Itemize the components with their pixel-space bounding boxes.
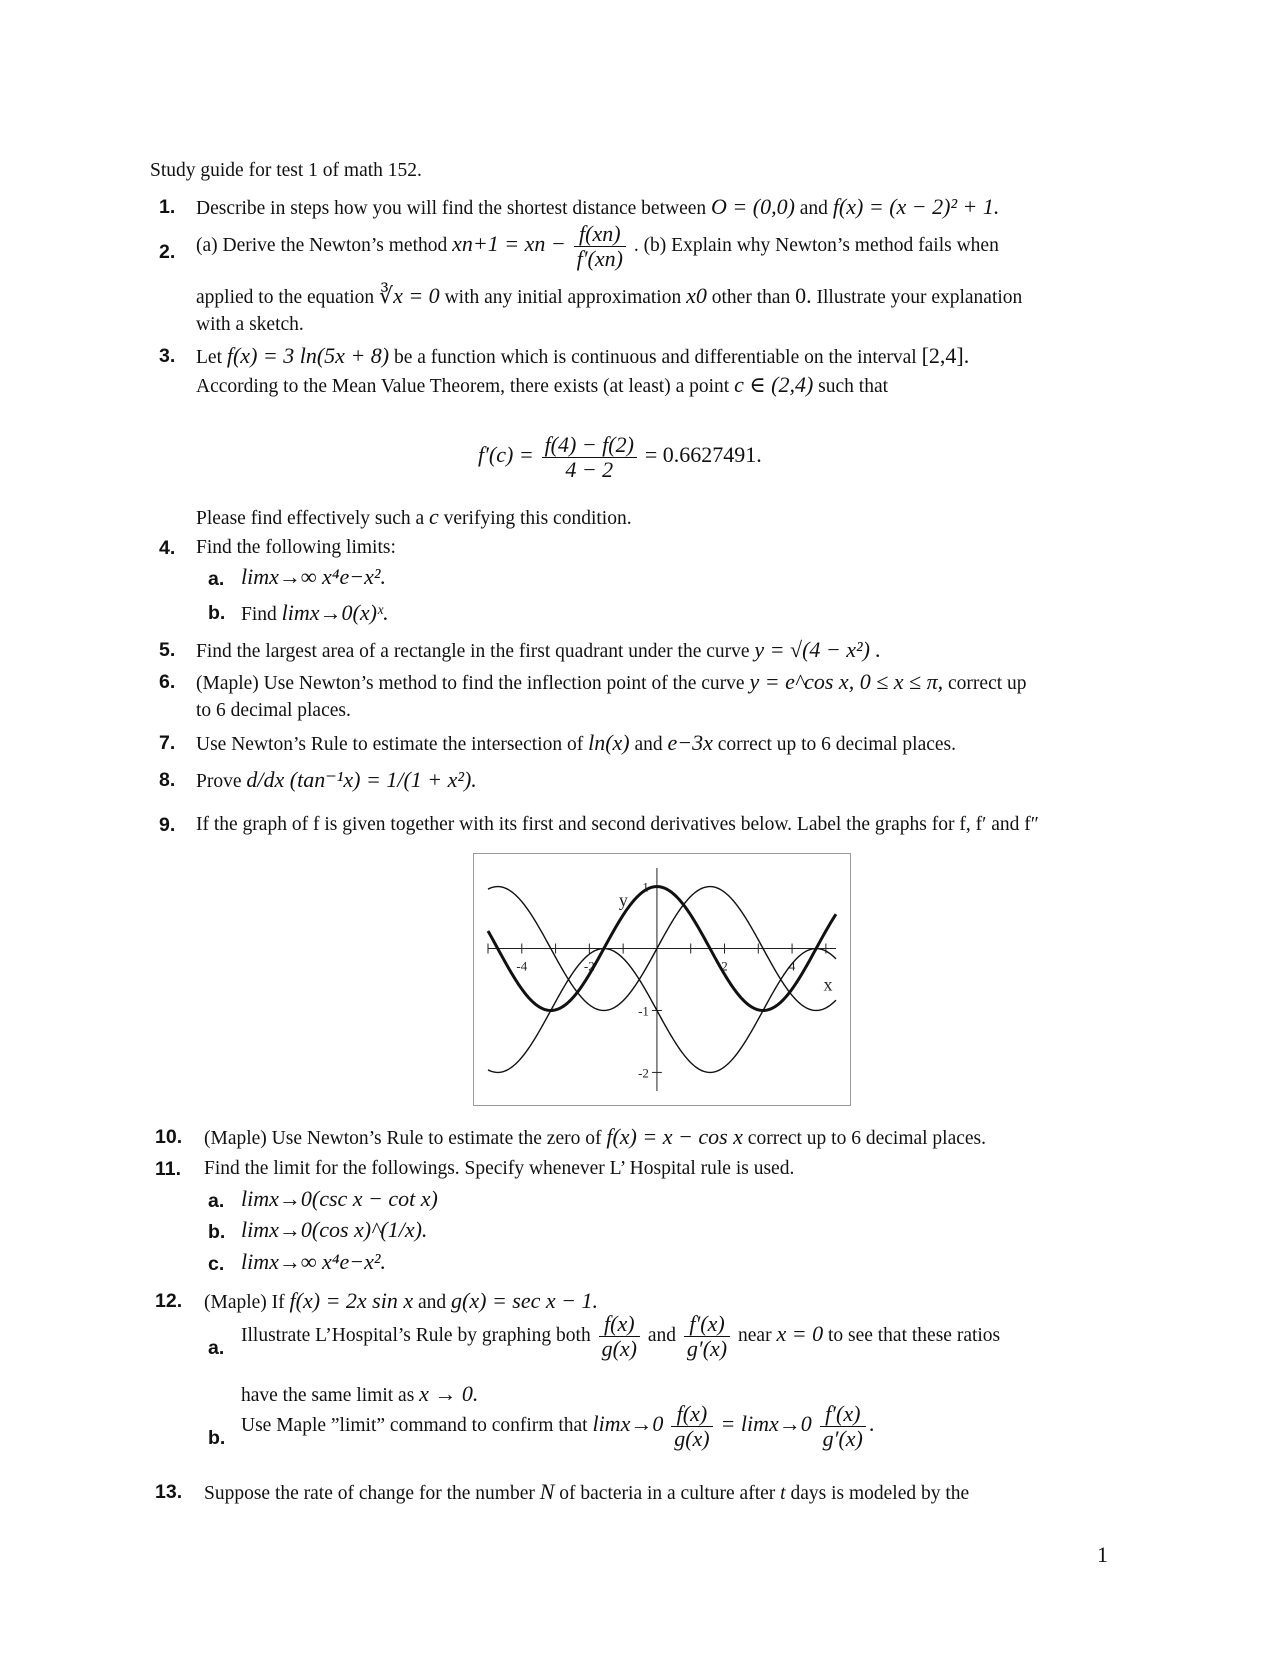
problem-11a-limit: limx→0(csc x − cot x) <box>241 1186 438 1211</box>
problem-11b-label: b. <box>208 1221 226 1243</box>
problem-3-line1 <box>196 344 969 370</box>
newton-frac-num: f(xn) <box>574 222 626 247</box>
x-tick-label: -4 <box>516 958 528 974</box>
problem-12a-text: Illustrate L’Hospital’s Rule by graphing both <box>241 1324 591 1346</box>
mvt-rhs: = 0.6627491. <box>644 441 762 467</box>
problem-3-line2b: such that <box>818 376 889 397</box>
problem-13-mid: of bacteria in a culture after <box>559 1483 776 1504</box>
problem-3-line3 <box>196 505 632 531</box>
problem-6-tail: correct up <box>948 673 1027 694</box>
problem-1-function: f(x) = (x − 2)² + 1. <box>832 194 1000 219</box>
problem-12b-label: b. <box>208 1427 226 1449</box>
problem-12a-label: a. <box>208 1337 225 1359</box>
x-tick-label: 2 <box>721 958 728 974</box>
graph-svg <box>474 854 850 1105</box>
y-tick-label: -1 <box>638 1003 649 1019</box>
problem-12b-frac1-num: f(x) <box>671 1402 712 1427</box>
problem-2-equation: ∛x = 0 <box>379 283 440 308</box>
problem-13-t: t <box>780 1483 786 1504</box>
problem-4b-label: b. <box>208 602 226 624</box>
problem-12b-frac1-den: g(x) <box>674 1426 710 1451</box>
x-tick-label: -2 <box>583 958 595 974</box>
problem-4-number: 4. <box>159 537 176 559</box>
page-number: 1 <box>1097 1542 1108 1567</box>
problem-4a-limit: limx→∞ x⁴e−x². <box>241 564 386 589</box>
problem-12a-frac1 <box>599 1312 640 1361</box>
problem-11-number: 11. <box>155 1158 182 1180</box>
problem-12-g: g(x) = sec x − 1. <box>451 1288 598 1313</box>
problem-8-number: 8. <box>159 769 176 791</box>
problem-11-text: Find the limit for the followings. Specify whenever L’ Hospital rule is used. <box>204 1158 795 1179</box>
mvt-lhs: f′(c) = <box>478 441 534 467</box>
problem-12-number: 12. <box>155 1290 183 1312</box>
y-tick-label: -2 <box>638 1065 649 1081</box>
problem-10-number: 10. <box>155 1126 183 1148</box>
problem-12-f: f(x) = 2x sin x <box>289 1288 414 1313</box>
problem-10-function: f(x) = x − cos x <box>606 1124 743 1149</box>
problem-3-let: Let <box>196 347 222 368</box>
problem-2-line1 <box>196 222 999 271</box>
problem-12b-frac1 <box>671 1402 712 1451</box>
newton-fraction <box>574 222 626 271</box>
x-tick-label: 4 <box>788 958 796 974</box>
mvt-frac-num: f(4) − f(2) <box>542 433 637 458</box>
problem-3-display-equation <box>478 433 762 482</box>
problem-2-part-a: (a) Derive the Newton’s method <box>196 234 448 256</box>
problem-1-origin: O = (0,0) <box>711 194 795 219</box>
problem-2-line3: with a sketch. <box>196 314 304 335</box>
newton-lhs: xn+1 = xn − <box>452 230 566 256</box>
problem-3-line2a: According to the Mean Value Theorem, there exists (at least) a point <box>196 376 730 397</box>
problem-10 <box>204 1125 986 1151</box>
problem-4-text: Find the following limits: <box>196 537 396 558</box>
problem-12a-tail: to see that these ratios <box>827 1324 1001 1346</box>
problem-13 <box>204 1480 969 1506</box>
problem-12b-eq: = limx→0 <box>720 1410 812 1436</box>
problem-2-line2c: other than <box>711 287 791 308</box>
problem-3-interval: [2,4]. <box>921 343 970 368</box>
problem-7 <box>196 731 956 757</box>
problem-2-line2 <box>196 284 1022 310</box>
problem-5-text: Find the largest area of a rectangle in the first quadrant under the curve <box>196 641 750 662</box>
problem-2-line2b: with any initial approximation <box>444 287 682 308</box>
problem-8-text: Prove <box>196 771 242 792</box>
problem-12a-frac2 <box>684 1312 730 1361</box>
header: Study guide for test 1 of math 152. <box>150 160 422 181</box>
y-tick-label: 1 <box>642 879 649 895</box>
problem-12a-near: near <box>738 1324 772 1346</box>
problem-3-c: c <box>429 504 439 529</box>
problem-12-text: (Maple) If <box>204 1292 285 1313</box>
problem-7-ln: ln(x) <box>588 730 630 755</box>
problem-13-number: 13. <box>155 1481 183 1503</box>
problem-11b-limit: limx→0(cos x)^(1/x). <box>241 1217 428 1242</box>
problem-1-and: and <box>799 198 828 219</box>
problem-1-text: Describe in steps how you will find the shortest distance between <box>196 198 707 219</box>
problem-6-text: (Maple) Use Newton’s method to find the inflection point of the curve <box>196 673 745 694</box>
problem-2-line2d: Illustrate your explanation <box>816 287 1023 308</box>
problem-10-text: (Maple) Use Newton’s Rule to estimate the zero of <box>204 1128 602 1149</box>
problem-12a-frac1-num: f(x) <box>599 1312 640 1337</box>
problem-4b <box>241 601 389 627</box>
problem-12a-frac2-den: g′(x) <box>686 1336 728 1361</box>
problem-7-number: 7. <box>159 732 176 754</box>
x-axis-label: x <box>823 974 833 995</box>
problem-5 <box>196 638 881 664</box>
problem-9-text: If the graph of f is given together with its first and second derivatives below. Label the graphs for f, f′ and f″ <box>196 814 1039 835</box>
problem-3-function: f(x) = 3 ln(5x + 8) <box>226 343 390 368</box>
problem-6-curve: y = e^cos x, 0 ≤ x ≤ π, <box>749 669 944 694</box>
problem-12b-text: Use Maple ”limit” command to confirm that <box>241 1414 588 1436</box>
problem-2-number: 2. <box>159 241 176 263</box>
problem-12a-frac1-den: g(x) <box>601 1336 637 1361</box>
problem-12b-frac2 <box>820 1402 866 1451</box>
problem-7-text: Use Newton’s Rule to estimate the intersection of <box>196 734 584 755</box>
problem-6-line2: to 6 decimal places. <box>196 700 351 721</box>
problem-12a-line2-text: have the same limit as <box>241 1385 415 1406</box>
problem-3-c-in: c ∈ (2,4) <box>734 372 814 397</box>
problem-11c-label: c. <box>208 1253 225 1275</box>
problem-12a-x0: x = 0 <box>776 1320 824 1346</box>
y-axis-label: y <box>618 890 628 910</box>
problem-12a-limit: x → 0. <box>419 1381 479 1406</box>
problem-12a-and: and <box>647 1324 677 1346</box>
problem-6-line1 <box>196 670 1027 696</box>
problem-9-number: 9. <box>159 814 176 836</box>
problem-2-zero: 0. <box>795 283 812 308</box>
problem-7-and: and <box>634 734 663 755</box>
problem-10-tail: correct up to 6 decimal places. <box>747 1128 987 1149</box>
problem-11c-limit: limx→∞ x⁴e−x². <box>241 1249 386 1274</box>
problem-3-number: 3. <box>159 345 176 367</box>
problem-1 <box>196 195 999 221</box>
problem-12a-line1 <box>241 1312 1000 1361</box>
problem-6-number: 6. <box>159 671 176 693</box>
problem-7-exp: e−3x <box>667 730 713 755</box>
problem-2-x0: x0 <box>686 283 707 308</box>
newton-frac-den: f′(xn) <box>576 246 623 271</box>
problem-3-line2 <box>196 373 888 399</box>
problem-13-N: N <box>539 1479 555 1504</box>
problem-4b-text: Find <box>241 604 277 625</box>
derivatives-graph <box>473 853 851 1106</box>
problem-2-part-b: . (b) Explain why Newton’s method fails when <box>633 234 999 256</box>
problem-2-line2-text: applied to the equation <box>196 287 375 308</box>
mvt-fraction <box>542 433 637 482</box>
problem-8 <box>196 768 477 794</box>
problem-4b-limit: limx→0(x)ˣ. <box>281 600 389 625</box>
problem-12b-line: Use Maple ”limit” command to confirm that limx→0 $\frac{f(x)}{g(x)}$ = limx→0 $\frac{f'(x)}{g'(x)}$ . <box>241 1401 875 1451</box>
problem-5-number: 5. <box>159 639 176 661</box>
problem-7-tail: correct up to 6 decimal places. <box>717 734 956 755</box>
problem-11a-label: a. <box>208 1190 225 1212</box>
problem-13-tail: days is modeled by the <box>790 1483 970 1504</box>
problem-8-derivative: d/dx (tan⁻¹x) = 1/(1 + x²). <box>246 767 477 792</box>
curve--sin-x--1 <box>488 949 836 1073</box>
problem-12b-frac2-den: g′(x) <box>822 1426 863 1451</box>
problem-12b-frac2-num: f′(x) <box>820 1402 866 1427</box>
problem-12-and: and <box>418 1292 447 1313</box>
problem-3-line1b: be a function which is continuous and differentiable on the interval <box>393 347 917 368</box>
problem-13-text: Suppose the rate of change for the number <box>204 1483 535 1504</box>
problem-3-line3a: Please find effectively such a <box>196 508 425 529</box>
problem-12a-frac2-num: f′(x) <box>684 1312 730 1337</box>
problem-4a-label: a. <box>208 568 225 590</box>
problem-1-number: 1. <box>159 196 176 218</box>
problem-3-line3b: verifying this condition. <box>443 508 632 529</box>
problem-12b-lim1: limx→0 <box>592 1410 664 1436</box>
mvt-frac-den: 4 − 2 <box>565 457 614 482</box>
problem-5-curve: y = √(4 − x²) . <box>754 637 881 662</box>
